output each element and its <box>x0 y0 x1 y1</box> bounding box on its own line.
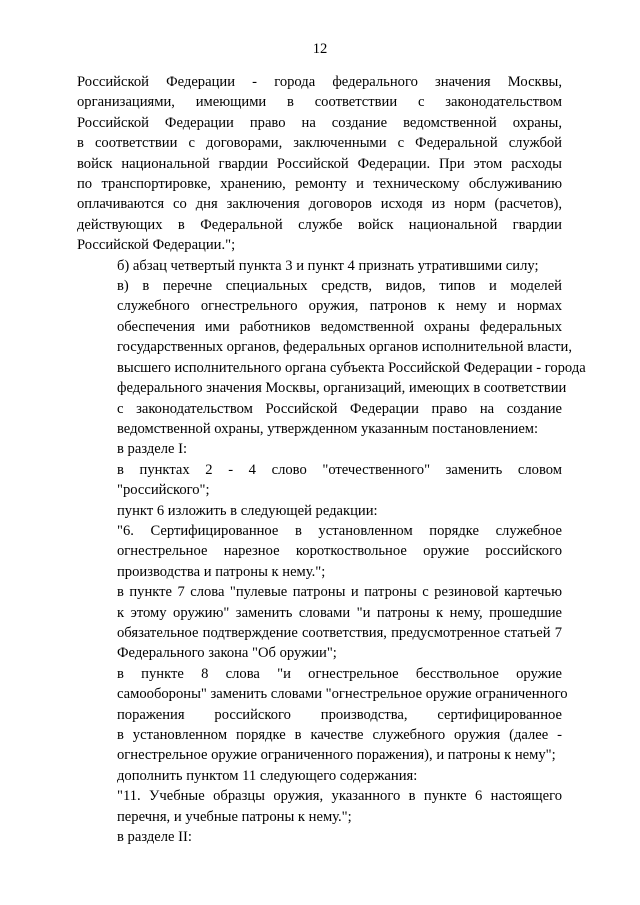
page-number: 12 <box>312 41 328 57</box>
paragraph <box>77 664 568 766</box>
document-body <box>77 72 586 847</box>
text-line: в установленном порядке в качестве служебного оружия (далее - <box>117 727 562 743</box>
text-line: обеспечения ими работников ведомственной охраны федеральных <box>117 318 562 335</box>
text-line: войск национальной гвардии Российской Федерации. При этом расходы <box>77 155 562 172</box>
text-line: ведомственной охраны, утвержденном указанным постановлением: <box>117 420 539 437</box>
paragraph <box>77 786 562 827</box>
text-line: производства и патроны к нему."; <box>117 563 326 580</box>
text-line: дополнить пунктом 11 следующего содержания: <box>117 767 418 784</box>
text-line: организациями, имеющими в соответствии с законодательством <box>77 94 562 111</box>
text-line: в пункте 7 слова "пулевые патроны и патроны с резиновой картечью <box>117 584 562 601</box>
text-line: к этому оружию" заменить словами "и патроны к нему, прошедшие <box>117 604 562 621</box>
text-line: служебного огнестрельного оружия, патронов к нему и нормах <box>117 298 562 315</box>
text-line: оплачиваются со дня заключения договоров исходя из норм (расчетов), <box>77 196 562 213</box>
text-line: "6. Сертифицированное в установленном порядке служебное <box>117 522 562 539</box>
text-line: действующих в Федеральной службе войск национальной гвардии <box>77 216 562 233</box>
text-line: пункт 6 изложить в следующей редакции: <box>117 502 378 519</box>
paragraph <box>77 827 562 847</box>
text-line: обязательное подтверждение соответствия, предусмотренное статьей 7 <box>117 624 562 641</box>
paragraph <box>77 460 562 501</box>
paragraph <box>77 521 562 582</box>
text-line: б) абзац четвертый пункта 3 и пункт 4 признать утратившими силу; <box>117 257 539 274</box>
text-line: в разделе I: <box>117 441 188 458</box>
text-line: огнестрельное оружие ограниченного поражения), и патроны к нему"; <box>117 747 556 764</box>
paragraph <box>77 766 562 786</box>
text-line: Федерального закона "Об оружии"; <box>117 645 337 662</box>
paragraph <box>77 72 562 256</box>
text-line: с законодательством Российской Федерации право на создание <box>117 400 562 417</box>
text-line: поражения российского производства, сертифицированное <box>117 706 562 723</box>
text-line: "российского"; <box>117 482 210 499</box>
text-line: Российской Федерации право на создание ведомственной охраны, <box>77 114 562 131</box>
text-line: "11. Учебные образцы оружия, указанного в пункте 6 настоящего <box>117 788 562 805</box>
text-line: высшего исполнительного органа субъекта Российской Федерации - города <box>117 359 586 376</box>
text-line: Российской Федерации."; <box>77 237 236 254</box>
text-line: перечня, и учебные патроны к нему."; <box>117 808 352 825</box>
text-line: в соответствии с договорами, заключенными с Федеральной службой <box>77 135 562 152</box>
text-line: по транспортировке, хранению, ремонту и техническому обслуживанию <box>77 176 562 193</box>
text-line: федерального значения Москвы, организаций, имеющих в соответствии <box>117 380 567 397</box>
paragraph <box>77 256 562 276</box>
text-line: в) в перечне специальных средств, видов, типов и моделей <box>117 278 562 295</box>
paragraph <box>77 501 562 521</box>
text-line: в разделе II: <box>117 829 192 846</box>
text-line: в пункте 8 слова "и огнестрельное бесствольное оружие <box>117 665 562 682</box>
paragraph <box>77 276 586 439</box>
text-line: Российской Федерации - города федерального значения Москвы, <box>77 74 562 90</box>
text-line: огнестрельное нарезное короткоствольное оружие российского <box>117 543 562 560</box>
text-line: в пунктах 2 - 4 слово "отечественного" заменить словом <box>117 461 562 478</box>
paragraph <box>77 439 562 459</box>
text-line: государственных органов, федеральных органов исполнительной власти, <box>117 339 572 356</box>
paragraph <box>77 582 562 664</box>
text-line: самообороны" заменить словами "огнестрельное оружие ограниченного <box>117 686 568 703</box>
